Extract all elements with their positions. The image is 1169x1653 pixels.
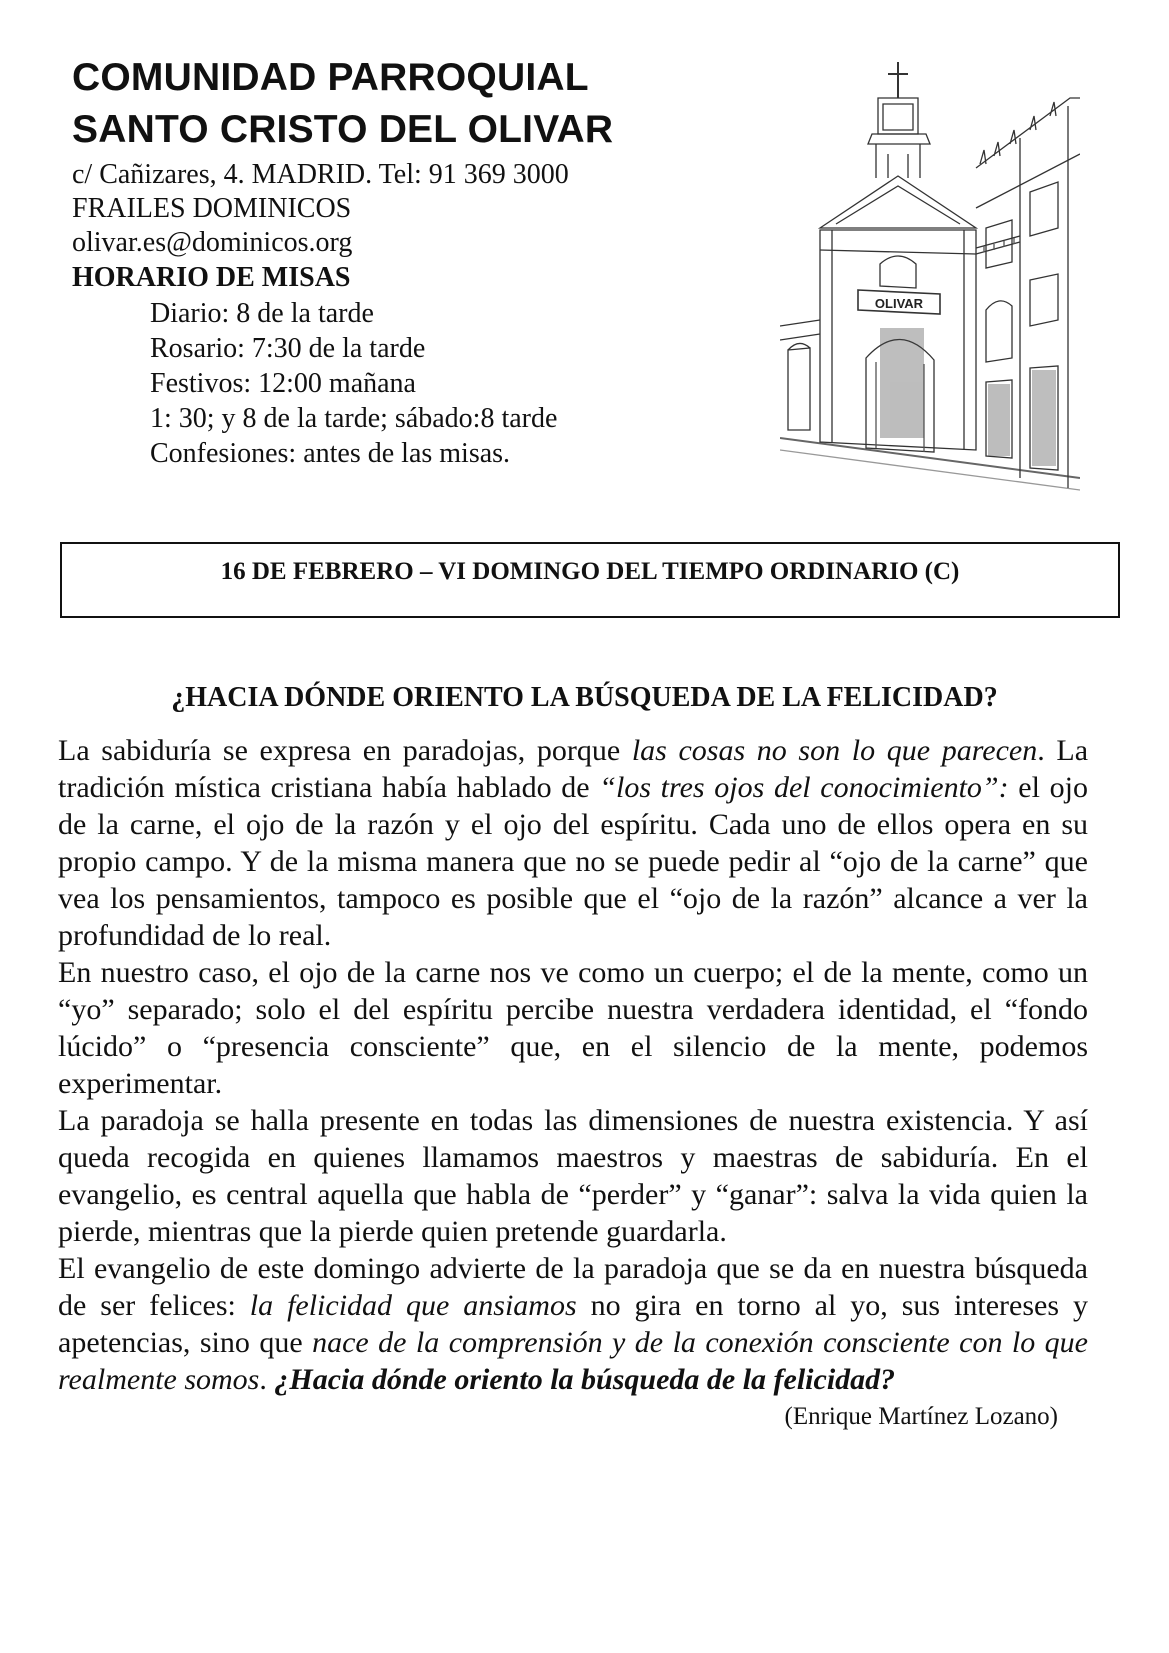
- schedule-item: Festivos: 12:00 mañana: [150, 368, 416, 399]
- title-line-2: SANTO CRISTO DEL OLIVAR: [72, 108, 614, 151]
- religious-order: FRAILES DOMINICOS: [72, 193, 352, 224]
- date-banner-text: 16 DE FEBRERO – VI DOMINGO DEL TIEMPO ORDINARIO (C): [220, 558, 960, 585]
- text-run: .: [259, 1363, 275, 1396]
- title-line-1: COMUNIDAD PARROQUIAL: [72, 56, 589, 99]
- church-sign: OLIVAR: [874, 296, 924, 311]
- italic-run: “los tres ojos del conocimiento”:: [599, 771, 1009, 804]
- author-credit: (Enrique Martínez Lozano): [784, 1403, 1058, 1430]
- text-run: no gira en torno al yo, sus intereses y apetencias, sino que: [58, 1289, 1088, 1359]
- church-illustration: [780, 58, 1080, 494]
- mass-schedule: [150, 296, 557, 471]
- text-run: el ojo de la carne, el ojo de la razón y el ojo del espíritu. Cada uno de ellos opera en su propio campo. Y de la misma manera que no se puede pedir al “ojo de la carne” que vea los pensamientos, tampoco es posible que el “ojo de la razón” alcance a ver la profundidad de lo real.: [58, 771, 1088, 952]
- italic-run: la felicidad que ansiamos: [249, 1289, 577, 1322]
- italic-run: las cosas no son lo que parecen: [631, 734, 1038, 767]
- schedule-item: Diario: 8 de la tarde: [150, 298, 374, 329]
- closing-question: ¿Hacia dónde oriento la búsqueda de la felicidad?: [274, 1363, 896, 1396]
- text-run: La sabiduría se expresa en paradojas, porque: [58, 734, 632, 767]
- article-body: [58, 732, 1088, 1435]
- article-heading: ¿HACIA DÓNDE ORIENTO LA BÚSQUEDA DE LA FELICIDAD?: [171, 682, 998, 713]
- text-run: . La tradición mística cristiana había hablado de: [58, 734, 1089, 804]
- italic-run: nace de la comprensión y de la conexión consciente con lo que realmente somos: [58, 1326, 1088, 1396]
- mass-schedule-title: HORARIO DE MISAS: [72, 262, 351, 293]
- paragraph: La paradoja se halla presente en todas las dimensiones de nuestra existencia. Y así queda recogida en quienes llamamos maestros y maestras de sabiduría. En el evangelio, es central aquella que habla de “perder” y “ganar”: salva la vida quien la pierde, mientras que la pierde quien pretende guardarla.: [58, 1104, 1088, 1248]
- paragraph: [58, 732, 1088, 954]
- schedule-item: 1: 30; y 8 de la tarde; sábado:8 tarde: [150, 403, 558, 434]
- schedule-item: Confesiones: antes de las misas.: [150, 438, 511, 469]
- paragraph: En nuestro caso, el ojo de la carne nos ve como un cuerpo; el de la mente, como un “yo” separado; solo el del espíritu percibe nuestra verdadera identidad, el “fondo lúcido” o “presencia consciente” que, en el silencio de la mente, podemos experimentar.: [58, 956, 1088, 1100]
- schedule-item: Rosario: 7:30 de la tarde: [150, 333, 426, 364]
- address: c/ Cañizares, 4. MADRID. Tel: 91 369 3000: [72, 159, 569, 190]
- date-banner: [60, 542, 1120, 618]
- email: olivar.es@dominicos.org: [72, 227, 353, 258]
- parish-title: [72, 52, 613, 156]
- contact-block: [72, 158, 569, 260]
- text-run: El evangelio de este domingo advierte de la paradoja que se da en nuestra búsqueda de ser felices:: [58, 1252, 1088, 1322]
- paragraph: [58, 1250, 1088, 1430]
